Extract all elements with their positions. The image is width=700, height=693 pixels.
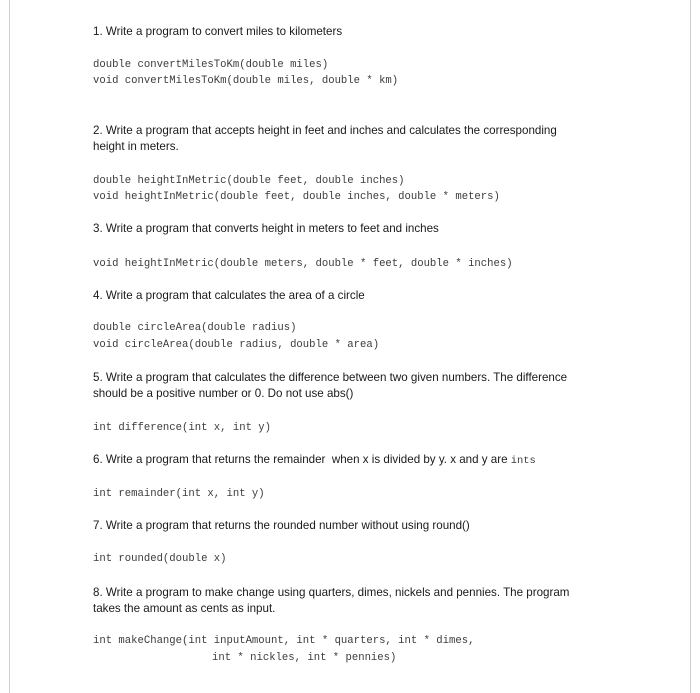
question-6-inline-code: ints [510, 455, 536, 467]
question-3-code-line-1: void heightInMetric(double meters, double * feet, double * inches) [93, 258, 513, 270]
question-2-code-line-1: double heightInMetric(double feet, double inches) [93, 175, 405, 187]
question-6-text-prefix: 6. Write a program that returns the remainder when x is divided by y. x and y are [93, 453, 511, 466]
question-8-code-line-2: int * nickles, int * pennies) [212, 652, 397, 664]
question-1-code-line-2: void convertMilesToKm(double miles, double * km) [93, 75, 399, 87]
question-6-text [93, 452, 613, 469]
question-5-text: 5. Write a program that calculates the difference between two given numbers. The difference should be a positive number or 0. Do not use abs() [93, 371, 568, 400]
question-8-code-line-1: int makeChange(int inputAmount, int * quarters, int * dimes, [93, 635, 475, 647]
page-left-border [9, 0, 10, 693]
question-4-code-line-1: double circleArea(double radius) [93, 322, 297, 334]
question-7-code-line-1: int rounded(double x) [93, 553, 227, 565]
question-6-code-line-1: int remainder(int x, int y) [93, 488, 265, 500]
question-3-text: 3. Write a program that converts height in meters to feet and inches [93, 222, 439, 235]
question-8-text: 8. Write a program to make change using quarters, dimes, nickels and pennies. The program takes the amount as cents as input. [93, 586, 570, 615]
question-4-code-line-2: void circleArea(double radius, double * area) [93, 339, 380, 351]
question-1-text: 1. Write a program to convert miles to kilometers [93, 25, 343, 38]
question-2-code-line-2: void heightInMetric(double feet, double inches, double * meters) [93, 191, 500, 203]
question-7-text: 7. Write a program that returns the rounded number without using round() [93, 519, 470, 532]
question-2-text: 2. Write a program that accepts height in feet and inches and calculates the corresponding height in meters. [93, 124, 557, 153]
question-5-code-line-1: int difference(int x, int y) [93, 422, 272, 434]
question-1-code-line-1: double convertMilesToKm(double miles) [93, 59, 329, 71]
page-right-border [690, 0, 691, 693]
question-4-text: 4. Write a program that calculates the area of a circle [93, 289, 365, 302]
